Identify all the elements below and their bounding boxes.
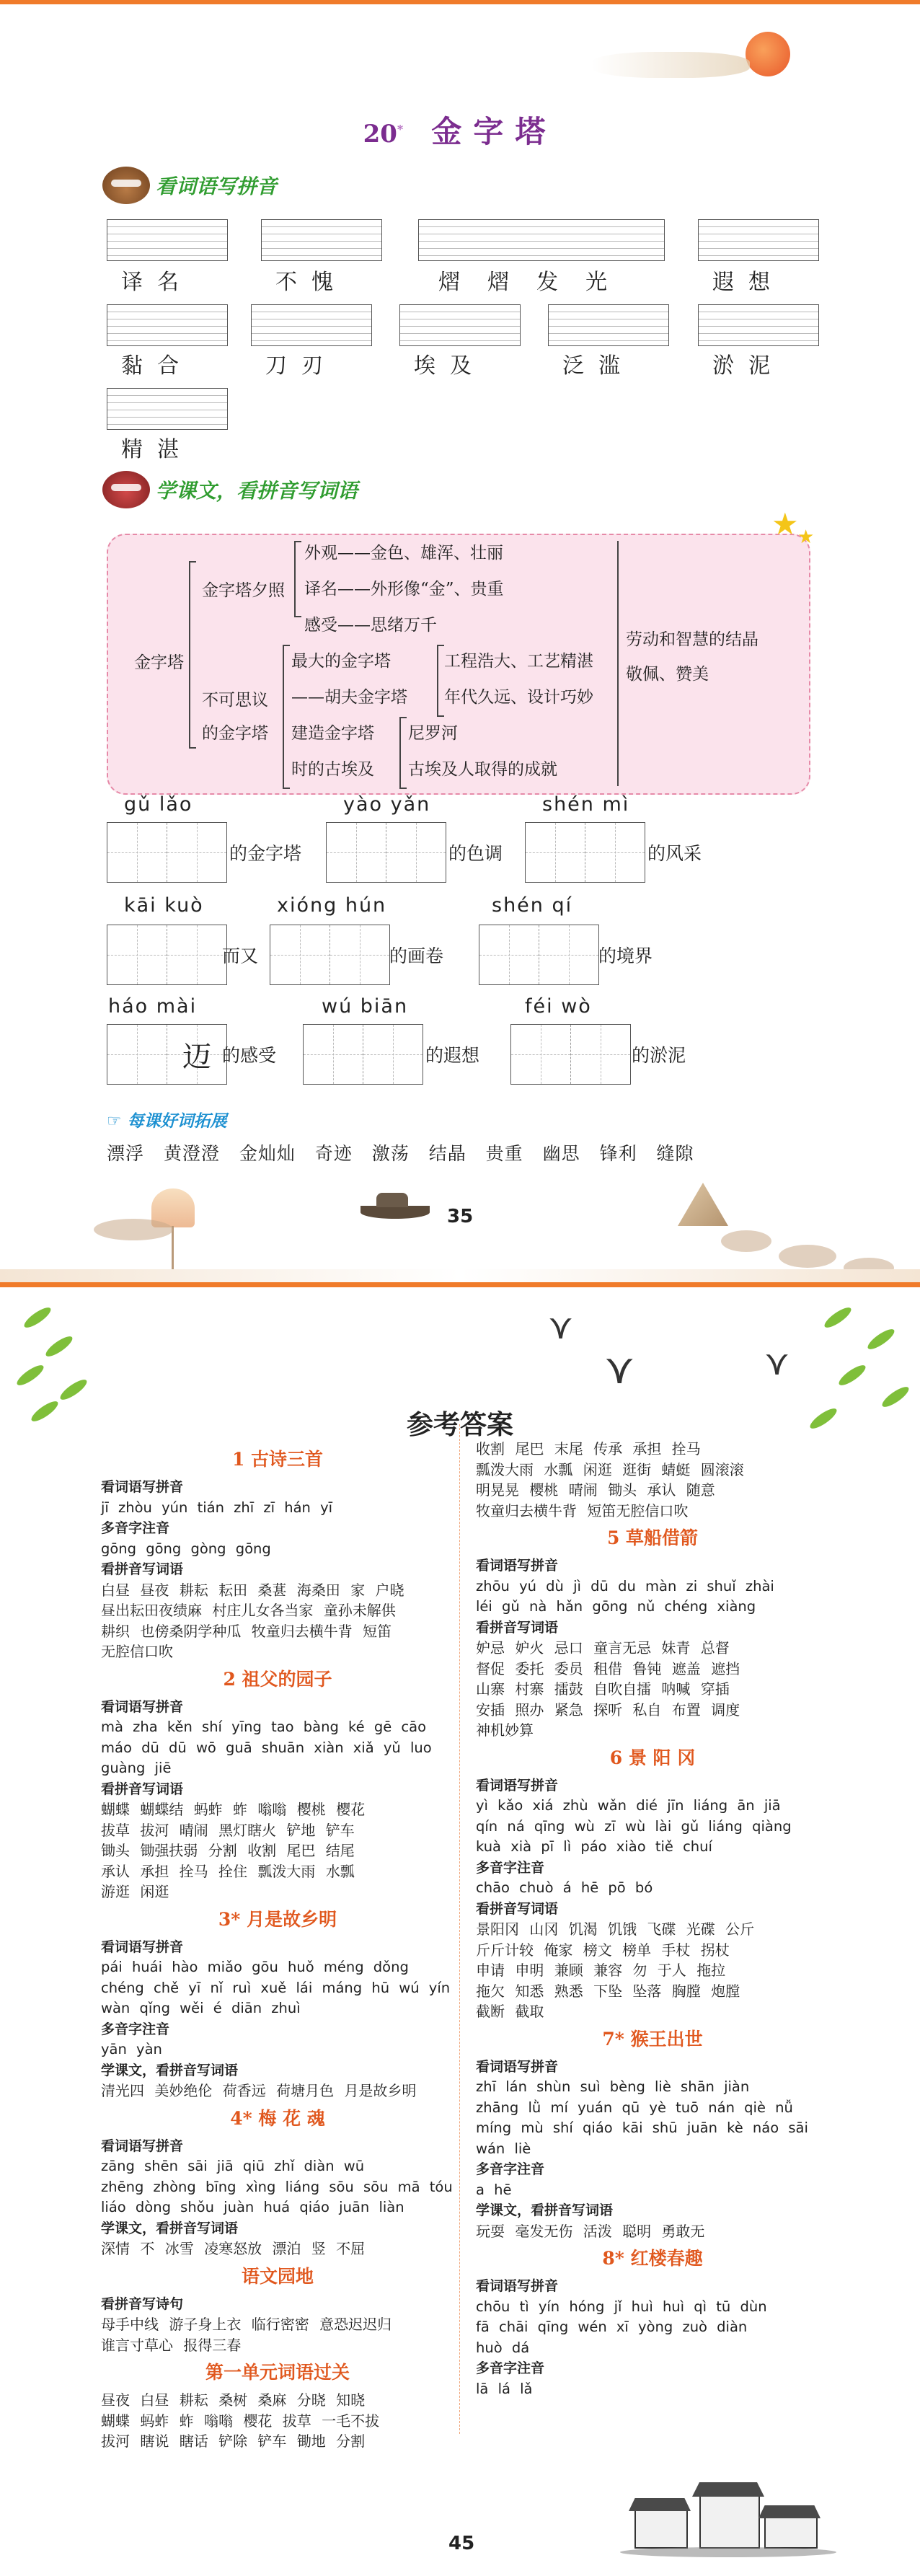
answer-subheading: 看词语写拼音: [101, 1938, 184, 1955]
column-divider: [459, 1424, 460, 2434]
answer-words-line: 耕织 也傍桑阴学种瓜 牧童归去横牛背 短笛: [101, 1622, 392, 1640]
answer-words-line: 瓢泼大雨 水瓢 闲逛 逛街 蜻蜓 圆滚滚: [476, 1460, 744, 1478]
answer-pinyin-line: guàng jiē: [101, 1760, 172, 1776]
chart-detail: 工程浩大、工艺精湛: [444, 652, 593, 671]
section-header-pinyin: [102, 166, 277, 205]
chart-bracket: [437, 645, 444, 717]
chart-bracket: [399, 717, 407, 789]
answer-words-line: 山寨 村寨 擂鼓 自吹自擂 呐喊 穿插: [476, 1680, 730, 1698]
answer-lesson-heading: 第一单元词语过关: [205, 2362, 350, 2383]
answer-subheading: 看词语写拼音: [101, 1479, 184, 1495]
lesson-title: 金字塔: [431, 114, 557, 149]
page-number-top: 35: [447, 1206, 474, 1227]
answer-words-line: 斤斤计较 俺家 榜文 榜单 手杖 拐杖: [476, 1941, 730, 1959]
phrase-suffix: 而又: [222, 945, 259, 966]
char-grid[interactable]: [107, 925, 227, 985]
chart-item: 建造金字塔: [291, 724, 374, 743]
chart-item: 感受——思绪万千: [304, 616, 437, 635]
top-accent-band: [0, 0, 920, 4]
answer-words-line: 承认 承担 拴马 拴住 瓢泼大雨 水瓢: [101, 1862, 355, 1880]
pinyin-box[interactable]: [107, 304, 228, 346]
vocab-word: 埃及: [414, 353, 486, 379]
vocab-word: 刀刃: [265, 353, 337, 379]
answer-subheading: 看词语写拼音: [476, 2058, 559, 2075]
pinyin-prompt: háo mài: [108, 995, 198, 1018]
vocab-word: 精湛: [121, 437, 193, 462]
star-icon: ★: [771, 506, 799, 542]
vocab-word: 熠熠发光: [438, 270, 634, 295]
answer-subheading: 多音字注音: [101, 1520, 170, 1536]
answer-lesson-heading: 2 祖父的园子: [223, 1668, 332, 1690]
pavilion-deco: [678, 1183, 728, 1226]
lesson-title-row: [0, 108, 920, 151]
answer-words-line: 牧童归去横牛背 短笛无腔信口吹: [476, 1501, 689, 1519]
answers-title: 参考答案: [407, 1409, 513, 1440]
answer-pinyin-line: liáo dòng shǒu juàn huá qiáo juān liàn: [101, 2199, 404, 2215]
answer-words-line: 截断 截取: [476, 2003, 544, 2020]
answer-words-line: 母手中线 游子身上衣 临行密密 意恐迟迟归: [101, 2316, 392, 2333]
water-wash: [0, 1269, 920, 1282]
answer-words-line: 谁言寸草心 报得三春: [101, 2336, 242, 2354]
answer-words-line: 游逛 闲逛: [101, 1883, 169, 1900]
stepping-stone: [721, 1230, 771, 1252]
answer-subheading: 看拼音写词语: [476, 1619, 559, 1636]
answer-subheading: 看拼音写词语: [101, 1561, 184, 1577]
answer-words-line: 收割 尾巴 末尾 传承 承担 拴马: [476, 1440, 701, 1457]
pinyin-box[interactable]: [107, 388, 228, 430]
phrase-suffix: 的风采: [647, 843, 702, 864]
answer-lesson-heading: 8* 红楼春趣: [602, 2248, 703, 2269]
answer-lesson-heading: 5 草船借箭: [606, 1527, 699, 1548]
pinyin-box[interactable]: [261, 219, 382, 261]
answer-subheading: 多音字注音: [101, 2021, 170, 2037]
chart-divider: [617, 541, 619, 786]
pinyin-prompt: féi wò: [525, 995, 592, 1018]
crab-mascot-icon: [102, 471, 150, 508]
chart-detail: 尼罗河: [408, 724, 458, 743]
answer-subheading: 学课文，看拼音写词语: [101, 2220, 239, 2236]
answer-words-line: 清光四 美妙绝伦 荷香远 荷塘月色 月是故乡明: [101, 2082, 417, 2099]
section-label: 学课文，看拼音写词语: [156, 479, 358, 503]
phrase-suffix: 的画卷: [389, 945, 444, 966]
lotus-leaf-deco: [94, 1219, 173, 1240]
answer-words-line: 无腔信口吹: [101, 1643, 173, 1660]
answer-lesson-heading: 7* 猴王出世: [602, 2028, 703, 2050]
answer-pinyin-line: gōng gōng gòng gōng: [101, 1540, 271, 1557]
answer-pinyin-line: a hē: [476, 2181, 512, 2198]
answer-pinyin-line: qín ná qīng wù zī wù lài gǔ liáng qiàng: [476, 1817, 792, 1835]
char-grid[interactable]: [326, 822, 446, 883]
answer-pinyin-line: huò dá: [476, 2339, 530, 2356]
char-grid[interactable]: [525, 822, 645, 883]
answer-subheading: 看词语写拼音: [476, 1558, 559, 1574]
boat-icon: [361, 1206, 430, 1219]
sun-icon: [746, 32, 790, 76]
chart-item: 最大的金字塔: [291, 652, 391, 671]
answer-lesson-heading: 语文园地: [241, 2265, 314, 2287]
village-ink-scene: [620, 2466, 836, 2567]
chart-conclusion: 敬佩、赞美: [626, 665, 709, 684]
owl-mascot-icon: [102, 167, 150, 204]
answer-pinyin-line: chéng chě yī nǐ ruì xuě lái máng hū wú yín: [101, 1979, 451, 1996]
chart-item: 外观——金色、雄浑、壮丽: [304, 544, 503, 563]
chart-branch: 的金字塔: [202, 724, 268, 743]
chart-bracket: [283, 645, 290, 789]
answer-pinyin-line: míng mù shí qiáo kāi shū juān kè náo sāi: [476, 2120, 808, 2136]
answer-pinyin-line: zhōu yú dù jì dū du màn zi shuǐ zhài: [476, 1577, 774, 1594]
chart-root: 金字塔: [134, 653, 184, 672]
answer-words-line: 白昼 昼夜 耕耘 耘田 桑葚 海桑田 家 户晓: [101, 1581, 404, 1599]
char-grid[interactable]: [107, 822, 227, 883]
phrase-suffix: 的感受: [222, 1045, 277, 1066]
vocab-word: 淤泥: [712, 353, 784, 379]
phrase-suffix: 的淤泥: [632, 1045, 686, 1066]
vocab-word: 不愧: [275, 270, 348, 295]
answer-subheading: 看词语写拼音: [101, 1698, 184, 1715]
answer-pinyin-line: zāng shēn sāi jiā qiū zhǐ diàn wū: [101, 2158, 365, 2174]
char-grid[interactable]: [479, 925, 599, 985]
answer-pinyin-line: chōu tì yín hóng jǐ huì huì qì tū dùn: [476, 2298, 767, 2315]
answer-words-line: 妒忌 妒火 忌口 童言无忌 妹青 总督: [476, 1639, 730, 1657]
char-grid[interactable]: [303, 1024, 423, 1085]
answer-pinyin-line: máo dū dū wō guā shuān xiàn xiǎ yǔ luo: [101, 1739, 432, 1756]
answer-words-line: 神机妙算: [476, 1721, 534, 1739]
pinyin-box[interactable]: [698, 304, 819, 346]
swallow-icon: ⋎: [604, 1344, 635, 1393]
extension-label: ☞ 每课好词拓展: [107, 1112, 227, 1131]
extension-words: 漂浮 黄澄澄 金灿灿 奇迹 激荡 结晶 贵重 幽思 锋利 缝隙: [107, 1143, 694, 1164]
vocab-word: 泛滥: [562, 353, 634, 379]
answer-subheading: 多音字注音: [476, 2360, 545, 2376]
section-header-write: [102, 470, 358, 509]
pinyin-box[interactable]: [418, 219, 665, 261]
answer-subheading: 多音字注音: [476, 2161, 545, 2177]
answer-pinyin-line: yān yàn: [101, 2041, 162, 2057]
answer-lesson-heading: 4* 梅 花 魂: [230, 2107, 325, 2129]
structure-chart: [107, 534, 810, 795]
pinyin-prompt: gǔ lǎo: [124, 793, 193, 816]
answer-pinyin-line: pái huái hào miǎo gōu huǒ méng dǒng: [101, 1959, 409, 1975]
answer-words-line: 深情 不 冰雪 凌寒怒放 漂泊 竖 不屈: [101, 2240, 366, 2257]
vocab-word: 遐想: [712, 270, 784, 295]
answer-subheading: 看词语写拼音: [101, 2138, 184, 2154]
chart-detail: 古埃及人取得的成就: [408, 760, 557, 779]
answer-subheading: 看词语写拼音: [476, 2278, 559, 2294]
pinyin-box[interactable]: [399, 304, 521, 346]
pinyin-box[interactable]: [107, 219, 228, 261]
boat-cabin: [376, 1193, 408, 1207]
pinyin-prompt: kāi kuò: [124, 894, 204, 917]
pinyin-prompt: xióng hún: [277, 894, 387, 917]
answer-pinyin-line: fā chāi qīng wén xī yòng zuò diàn: [476, 2319, 748, 2335]
phrase-suffix: 的色调: [448, 843, 503, 864]
answer-words-line: 明晃晃 樱桃 晴闹 锄头 承认 随意: [476, 1481, 715, 1499]
chart-branch: 不可思议: [202, 691, 268, 710]
chart-conclusion: 劳动和智慧的结晶: [626, 630, 758, 649]
answer-words-line: 安插 照办 紧急 探听 私自 布置 调度: [476, 1701, 740, 1719]
char-grid[interactable]: [510, 1024, 631, 1085]
answer-words-line: 督促 委托 委员 租借 鲁钝 遮盖 遮挡: [476, 1659, 740, 1677]
answer-words-line: 昼夜 白昼 耕耘 桑树 桑麻 分晓 知晓: [101, 2391, 366, 2409]
answer-subheading: 学课文，看拼音写词语: [101, 2062, 239, 2078]
pinyin-prompt: wú biān: [322, 995, 409, 1018]
answer-pinyin-line: zhī lán shùn suì bèng liè shān jiàn: [476, 2078, 750, 2095]
answers-right-column: [476, 1439, 829, 2399]
answer-words-line: 申请 申明 兼顾 兼容 勿 于人 拖拉: [476, 1962, 726, 1979]
answer-subheading: 看拼音写词语: [476, 1900, 559, 1917]
page-number-bottom: 45: [448, 2533, 475, 2554]
answer-words-line: 拔河 瞎说 瞎话 铲除 铲车 锄地 分割: [101, 2432, 366, 2450]
lesson-number: 20*: [363, 120, 404, 149]
phrase-suffix: 的金字塔: [229, 843, 302, 864]
answer-pinyin-line: léi gǔ nà hǎn gōng nǔ chéng xiàng: [476, 1598, 756, 1615]
answer-subheading: 看词语写拼音: [476, 1777, 559, 1794]
chart-item: ——胡夫金字塔: [291, 688, 407, 707]
stepping-stone: [779, 1245, 836, 1268]
answer-pinyin-line: wán liè: [476, 2140, 531, 2157]
chart-item: 译名——外形像“金”、贵重: [304, 580, 504, 599]
answer-words-line: 锄头 锄强扶弱 分割 收割 尾巴 结尾: [101, 1842, 355, 1859]
answer-words-line: 昼出耘田夜绩麻 村庄儿女各当家 童孙未解供: [101, 1602, 396, 1619]
swallow-icon: ⋎: [548, 1307, 574, 1347]
answer-pinyin-line: kuà xià pī lì páo xiào tiě chuí: [476, 1838, 712, 1855]
answer-pinyin-line: jī zhòu yún tián zhī zī hán yī: [101, 1499, 333, 1516]
pinyin-prompt: shén mì: [542, 793, 630, 816]
answer-subheading: 学课文，看拼音写词语: [476, 2202, 614, 2218]
pinyin-prompt: shén qí: [492, 894, 573, 917]
answer-lesson-heading: 1 古诗三首: [231, 1449, 324, 1470]
answer-words-line: 拔草 拔河 晴闹 黑灯瞎火 铲地 铲车: [101, 1821, 355, 1839]
page-separator-band: [0, 1282, 920, 1287]
answers-left-column: [101, 1442, 454, 2452]
chart-bracket: [189, 561, 196, 749]
answer-subheading: 看拼音写词语: [101, 1781, 184, 1797]
answer-words-line: 玩耍 毫发无伤 活泼 聪明 勇敢无: [476, 2222, 705, 2240]
answer-words-line: 景阳冈 山冈 饥渴 饥饿 飞碟 光碟 公斤: [476, 1920, 755, 1938]
answer-words-line: 蝴蝶 蚂蚱 蚱 嗡嗡 樱花 拔草 一毛不拔: [101, 2412, 380, 2430]
pinyin-prompt: yào yǎn: [343, 793, 431, 816]
answer-lesson-heading: 3* 月是故乡明: [218, 1908, 337, 1930]
section-label: 看词语写拼音: [156, 175, 278, 198]
answer-lesson-heading: 6 景 阳 冈: [609, 1747, 696, 1768]
answer-pinyin-line: zhēng zhòng bīng xìng liáng sōu sōu mā tóu: [101, 2178, 453, 2195]
char-grid[interactable]: [107, 1024, 227, 1085]
pinyin-box[interactable]: [698, 219, 819, 261]
pinyin-box[interactable]: [548, 304, 669, 346]
chart-detail: 年代久远、设计巧妙: [444, 688, 593, 707]
answer-pinyin-line: chāo chuò á hē pō bó: [476, 1879, 653, 1896]
vocab-word: 黏合: [121, 353, 193, 379]
brush-stroke-deco: [591, 52, 750, 78]
answer-pinyin-line: mà zha kěn shí yīng tao bàng ké gē cāo: [101, 1719, 427, 1735]
phrase-suffix: 的境界: [598, 945, 653, 966]
pinyin-box[interactable]: [251, 304, 372, 346]
given-character: 迈: [182, 1040, 211, 1074]
char-grid[interactable]: [270, 925, 390, 985]
answer-words-line: 蝴蝶 蝴蝶结 蚂蚱 蚱 嗡嗡 樱桃 樱花: [101, 1801, 366, 1818]
answer-pinyin-line: yì kǎo xiá zhù wǎn dié jīn liáng ān jiā: [476, 1797, 781, 1814]
vocab-word: 译名: [121, 270, 193, 295]
chart-branch: 金字塔夕照: [202, 581, 285, 600]
answer-words-line: 拖欠 知悉 熟悉 下坠 坠落 胸膛 炮膛: [476, 1982, 740, 2000]
chart-item: 时的古埃及: [291, 760, 374, 779]
swallow-icon: ⋎: [764, 1343, 790, 1383]
answer-subheading: 多音字注音: [476, 1859, 545, 1876]
star-icon: ★: [797, 526, 815, 548]
answer-pinyin-line: lā lá lǎ: [476, 2380, 533, 2397]
phrase-suffix: 的遐想: [425, 1045, 480, 1066]
chart-bracket: [294, 541, 301, 617]
answer-pinyin-line: zhāng lǜ mí yuán qū yè tuō nán qiè nǚ: [476, 2099, 793, 2116]
answer-pinyin-line: wàn qǐng wěi é diān zhuì: [101, 2000, 301, 2016]
answer-subheading: 看拼音写诗句: [101, 2295, 184, 2312]
